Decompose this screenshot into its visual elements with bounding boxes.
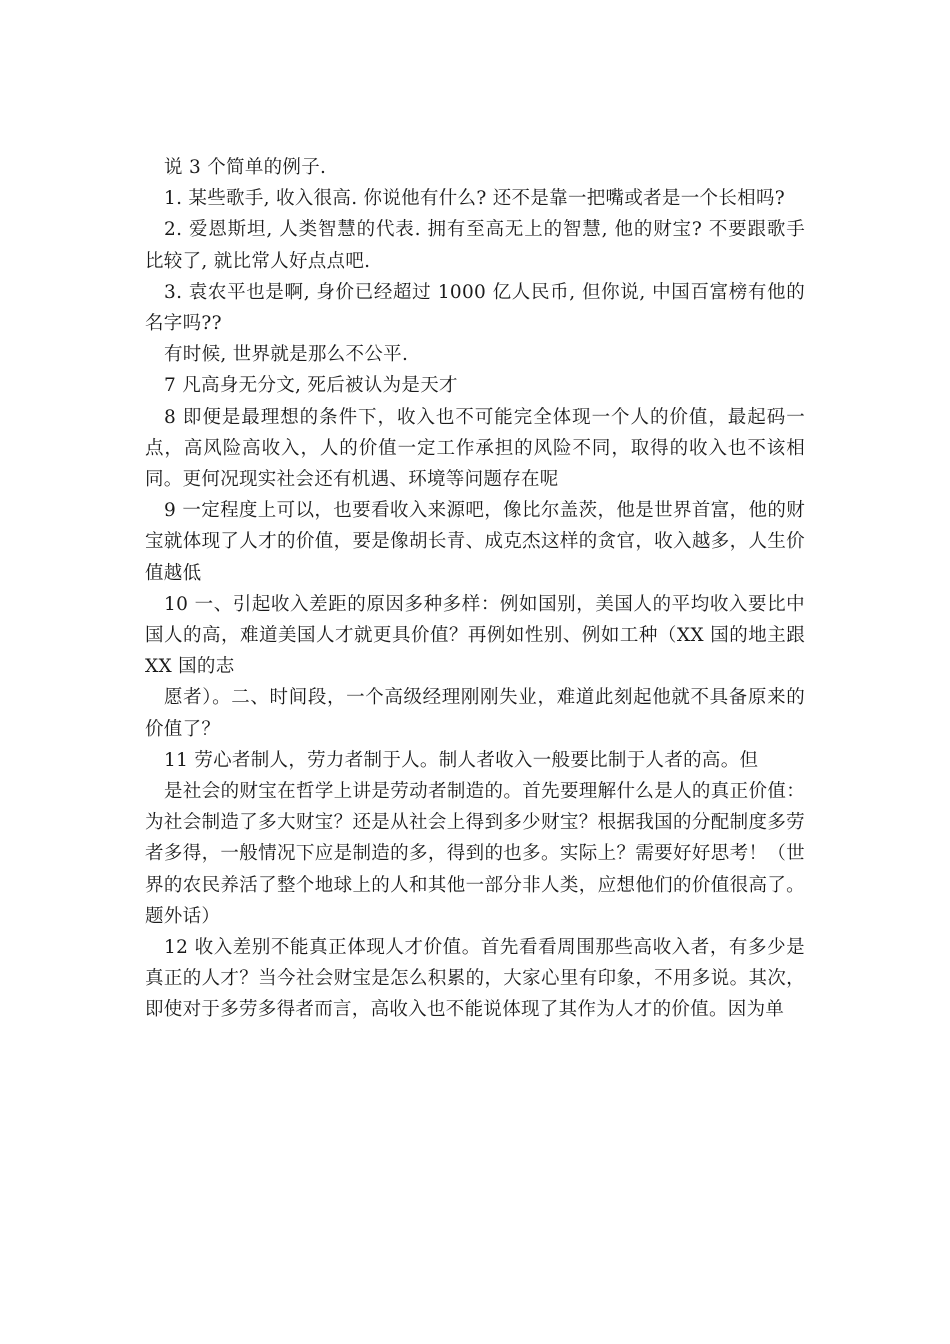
paragraph-item-8: 8 即便是最理想的条件下，收入也不可能完全体现一个人的价值，最起码一点，高风险高收入，人的价值一定工作承担的风险不同，取得的收入也不该相同。更何况现实社会还有机遇、环境等问题存在呢 bbox=[145, 406, 805, 491]
paragraph-item-9: 9 一定程度上可以，也要看收入来源吧，像比尔盖茨，他是世界首富，他的财宝就体现了人才的价值，要是像胡长青、成克杰这样的贪官，收入越多，人生价值越低 bbox=[145, 500, 805, 584]
paragraph-intro: 说 3 个简单的例子. bbox=[164, 157, 327, 178]
paragraph-example-1: 1. 某些歌手, 收入很高. 你说他有什么? 还不是靠一把嘴或者是一个长相吗? bbox=[164, 188, 785, 210]
paragraph-item-10-continued: 愿者）。二、时间段，一个高级经理刚刚失业，难道此刻起他就不具备原来的价值了？ bbox=[145, 687, 805, 740]
paragraph-item-7: 7 凡高身无分文, 死后被认为是天才 bbox=[164, 375, 458, 397]
paragraph-example-2: 2. 爱恩斯坦, 人类智慧的代表. 拥有至高无上的智慧, 他的财宝? 不要跟歌手比较了, 就比常人好点点吧. bbox=[145, 219, 805, 272]
paragraph-item-11: 11 劳心者制人，劳力者制于人。制人者收入一般要比制于人者的高。但 bbox=[164, 749, 759, 771]
paragraph-remark: 有时候, 世界就是那么不公平. bbox=[164, 344, 409, 366]
paragraph-example-3: 3. 袁农平也是啊, 身价已经超过 1000 亿人民币, 但你说, 中国百富榜有他的名字吗?? bbox=[145, 281, 805, 335]
paragraph-item-10: 10 一、引起收入差距的原因多种多样：例如国别，美国人的平均收入要比中国人的高，难道美国人才就更具价值？再例如性别、例如工种（XX 国的地主跟 XX 国的志 bbox=[145, 593, 805, 678]
document-body bbox=[145, 152, 805, 1026]
paragraph-item-11-continued: 是社会的财宝在哲学上讲是劳动者制造的。首先要理解什么是人的真正价值：为社会制造了多大财宝？还是从社会上得到多少财宝？根据我国的分配制度多劳者多得，一般情况下应是制造的多，得到的也多。实际上？需要好好思考！（世界的农民养活了整个地球上的人和其他一部分非人类，应想他们的价值很高了。题外话） bbox=[145, 781, 805, 927]
paragraph-item-12: 12 收入差别不能真正体现人才价值。首先看看周围那些高收入者，有多少是真正的人才？当今社会财宝是怎么积累的，大家心里有印象，不用多说。其次，即使对于多劳多得者而言，高收入也不能说体现了其作为人才的价值。因为单 bbox=[145, 937, 805, 1021]
